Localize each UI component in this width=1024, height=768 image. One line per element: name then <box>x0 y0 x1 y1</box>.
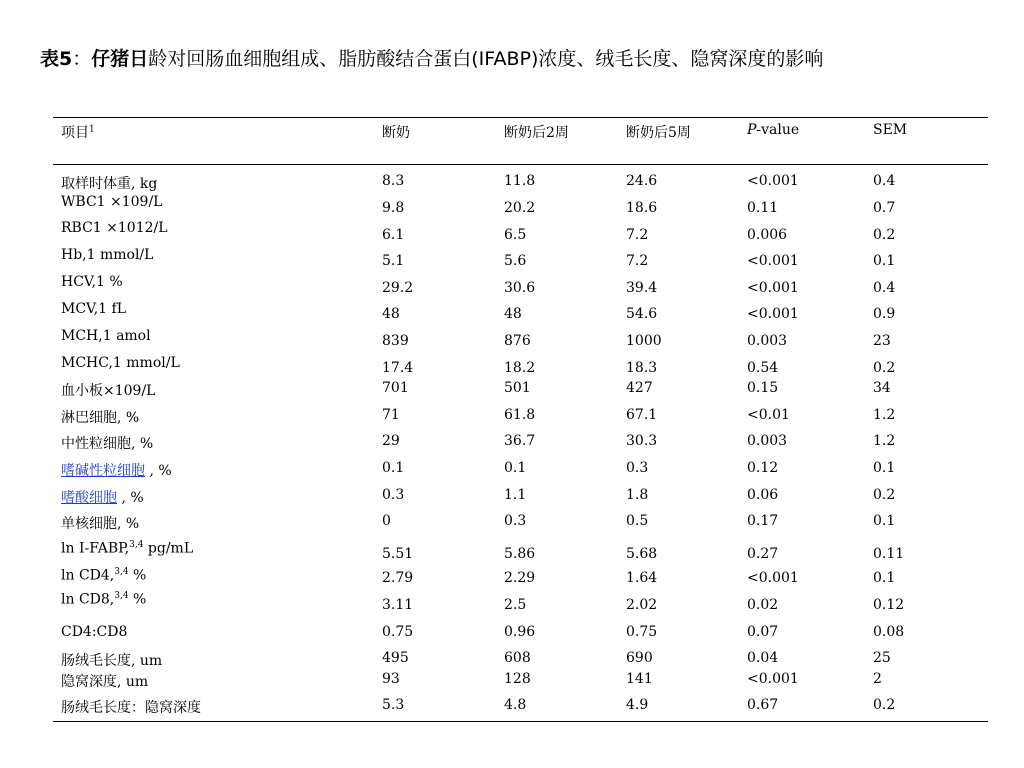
table-cell: 48 <box>504 306 522 322</box>
table-cell: <0.001 <box>747 306 799 322</box>
table-cell: 29 <box>382 433 400 449</box>
table-cell: 0.3 <box>504 513 527 529</box>
table-cell: 2.79 <box>382 570 414 586</box>
row-label[interactable]: 嗜碱性粒细胞 , % <box>61 463 172 479</box>
table-cell: 0.12 <box>873 597 905 613</box>
row-label: ln CD4,$^{3,4}$ % <box>61 567 147 584</box>
table-cell: 24.6 <box>626 173 658 189</box>
table-cell: <0.001 <box>747 671 799 687</box>
table-cell: 0.96 <box>504 624 536 640</box>
table-cell: 4.8 <box>504 697 527 713</box>
row-label: 隐窝深度, um <box>61 674 149 690</box>
table-cell: 0.1 <box>504 460 527 476</box>
table-cell: 0.67 <box>747 697 779 713</box>
table-cell: 61.8 <box>504 407 536 423</box>
table-cell: 20.2 <box>504 200 536 216</box>
table-cell: 0.08 <box>873 624 905 640</box>
table-cell: 141 <box>626 671 653 687</box>
table-cell: 0.75 <box>382 624 414 640</box>
table-cell: 5.6 <box>504 253 527 269</box>
table-cell: 93 <box>382 671 400 687</box>
header-sem: SEM <box>873 122 908 138</box>
table-cell: 0.4 <box>873 173 896 189</box>
title-bold-part: 仔猪日 <box>91 48 149 70</box>
row-label: ln CD8,$^{3,4}$ % <box>61 591 147 608</box>
table-cell: 495 <box>382 650 409 666</box>
table-cell: 0.7 <box>873 200 896 216</box>
header-weaning: 断奶 <box>382 125 410 141</box>
table-cell: 876 <box>504 333 531 349</box>
table-cell: 9.8 <box>382 200 405 216</box>
table-cell: 7.2 <box>626 227 649 243</box>
row-label: 血小板×109/L <box>61 383 156 399</box>
table-cell: 34 <box>873 380 891 396</box>
row-label: 肠绒毛长度：隐窝深度 <box>61 700 201 716</box>
row-label: ln I-FABP,$^{3,4}$ pg/mL <box>61 540 194 557</box>
table-cell: 2.29 <box>504 570 536 586</box>
table-cell: <0.001 <box>747 253 799 269</box>
table-cell: 17.4 <box>382 360 414 376</box>
table-cell: 29.2 <box>382 280 414 296</box>
table-cell: 1.2 <box>873 407 896 423</box>
table-cell: 5.3 <box>382 697 405 713</box>
table-cell: 0.006 <box>747 227 788 243</box>
table-cell: 1000 <box>626 333 662 349</box>
table-cell: 25 <box>873 650 891 666</box>
title-separator: ： <box>72 48 92 70</box>
table-cell: 71 <box>382 407 400 423</box>
table-cell: 0.003 <box>747 333 788 349</box>
table-cell: 18.6 <box>626 200 658 216</box>
header-week5: 断奶后5周 <box>626 125 691 141</box>
table-cell: 0.4 <box>873 280 896 296</box>
table-cell: 0.04 <box>747 650 779 666</box>
table-cell: 6.1 <box>382 227 405 243</box>
table-cell: 1.64 <box>626 570 658 586</box>
table-cell: 0.9 <box>873 306 896 322</box>
table-cell: <0.001 <box>747 280 799 296</box>
table-cell: 2 <box>873 671 882 687</box>
table-cell: 5.51 <box>382 546 414 562</box>
table-cell: 2.02 <box>626 597 658 613</box>
table-cell: 48 <box>382 306 400 322</box>
title-table-number: 表5 <box>40 48 73 70</box>
header-week2: 断奶后2周 <box>504 125 569 141</box>
table-cell: 0.3 <box>626 460 649 476</box>
row-label: RBC1 ×1012/L <box>61 220 168 236</box>
table-cell: 39.4 <box>626 280 658 296</box>
table-cell: 0.02 <box>747 597 779 613</box>
table-cell: 6.5 <box>504 227 527 243</box>
table-cell: 5.86 <box>504 546 536 562</box>
table-cell: 0 <box>382 513 391 529</box>
table-cell: 0.11 <box>747 200 779 216</box>
row-label: MCHC,1 mmol/L <box>61 355 180 371</box>
table-cell: 128 <box>504 671 531 687</box>
row-label: 中性粒细胞, % <box>61 436 154 452</box>
table-cell: 0.54 <box>747 360 779 376</box>
table-cell: 54.6 <box>626 306 658 322</box>
table-cell: 0.12 <box>747 460 779 476</box>
table-cell: 30.3 <box>626 433 658 449</box>
table-cell: 501 <box>504 380 531 396</box>
table-cell: 0.2 <box>873 487 896 503</box>
table-cell: 1.2 <box>873 433 896 449</box>
table-cell: 701 <box>382 380 409 396</box>
row-label: WBC1 ×109/L <box>61 194 163 210</box>
table-cell: 23 <box>873 333 891 349</box>
row-label: MCV,1 fL <box>61 301 126 317</box>
table-cell: 3.11 <box>382 597 414 613</box>
table-cell: 0.1 <box>873 253 896 269</box>
row-label: Hb,1 mmol/L <box>61 247 154 263</box>
table-cell: 839 <box>382 333 409 349</box>
table-cell: 18.2 <box>504 360 536 376</box>
row-label[interactable]: 嗜酸细胞 , % <box>61 490 144 506</box>
table-bottom-rule <box>53 721 988 722</box>
title-rest: 龄对回肠血细胞组成、脂肪酸结合蛋白(IFABP)浓度、绒毛长度、隐窝深度的影响 <box>148 48 824 70</box>
table-cell: 0.1 <box>382 460 405 476</box>
table-cell: 427 <box>626 380 653 396</box>
table-cell: 4.9 <box>626 697 649 713</box>
table-cell: 7.2 <box>626 253 649 269</box>
table-cell: <0.01 <box>747 407 790 423</box>
row-label: HCV,1 % <box>61 274 123 290</box>
row-label: MCH,1 amol <box>61 328 151 344</box>
table-cell: 2.5 <box>504 597 527 613</box>
table-cell: 1.1 <box>504 487 527 503</box>
table-cell: 0.17 <box>747 513 779 529</box>
table-cell: 18.3 <box>626 360 658 376</box>
table-cell: 690 <box>626 650 653 666</box>
table-cell: 5.68 <box>626 546 658 562</box>
table-cell: 67.1 <box>626 407 658 423</box>
table-cell: 0.06 <box>747 487 779 503</box>
table-cell: 36.7 <box>504 433 536 449</box>
table-header-rule <box>53 164 988 165</box>
table-cell: 0.11 <box>873 546 905 562</box>
table-cell: 0.27 <box>747 546 779 562</box>
row-label: 取样时体重, kg <box>61 176 158 192</box>
table-cell: 1.8 <box>626 487 649 503</box>
header-item: 项目$^1$ <box>61 124 95 141</box>
table-cell: 0.003 <box>747 433 788 449</box>
table-cell: 0.2 <box>873 697 896 713</box>
row-label-link[interactable]: 嗜酸细胞 <box>61 490 117 506</box>
table-cell: 8.3 <box>382 173 405 189</box>
table-cell: 0.15 <box>747 380 779 396</box>
table-cell: 0.1 <box>873 513 896 529</box>
table-cell: 30.6 <box>504 280 536 296</box>
table-cell: 11.8 <box>504 173 536 189</box>
table-cell: 0.1 <box>873 460 896 476</box>
table-cell: 0.07 <box>747 624 779 640</box>
row-label-link[interactable]: 嗜碱性粒细胞 <box>61 463 145 479</box>
row-label: 单核细胞, % <box>61 516 140 532</box>
table-cell: 0.5 <box>626 513 649 529</box>
table-cell: <0.001 <box>747 570 799 586</box>
table-cell: 0.3 <box>382 487 405 503</box>
table-cell: 0.2 <box>873 227 896 243</box>
row-label: 淋巴细胞, % <box>61 410 140 426</box>
row-label: 肠绒毛长度, um <box>61 653 163 669</box>
table-cell: 608 <box>504 650 531 666</box>
table-cell: 0.1 <box>873 570 896 586</box>
table-cell: <0.001 <box>747 173 799 189</box>
table-top-rule <box>53 117 988 118</box>
table-cell: 0.75 <box>626 624 658 640</box>
table-cell: 0.2 <box>873 360 896 376</box>
row-label: CD4:CD8 <box>61 624 128 640</box>
slide-title <box>40 44 823 71</box>
table-cell: 5.1 <box>382 253 405 269</box>
header-p-value: P-value <box>747 122 800 138</box>
